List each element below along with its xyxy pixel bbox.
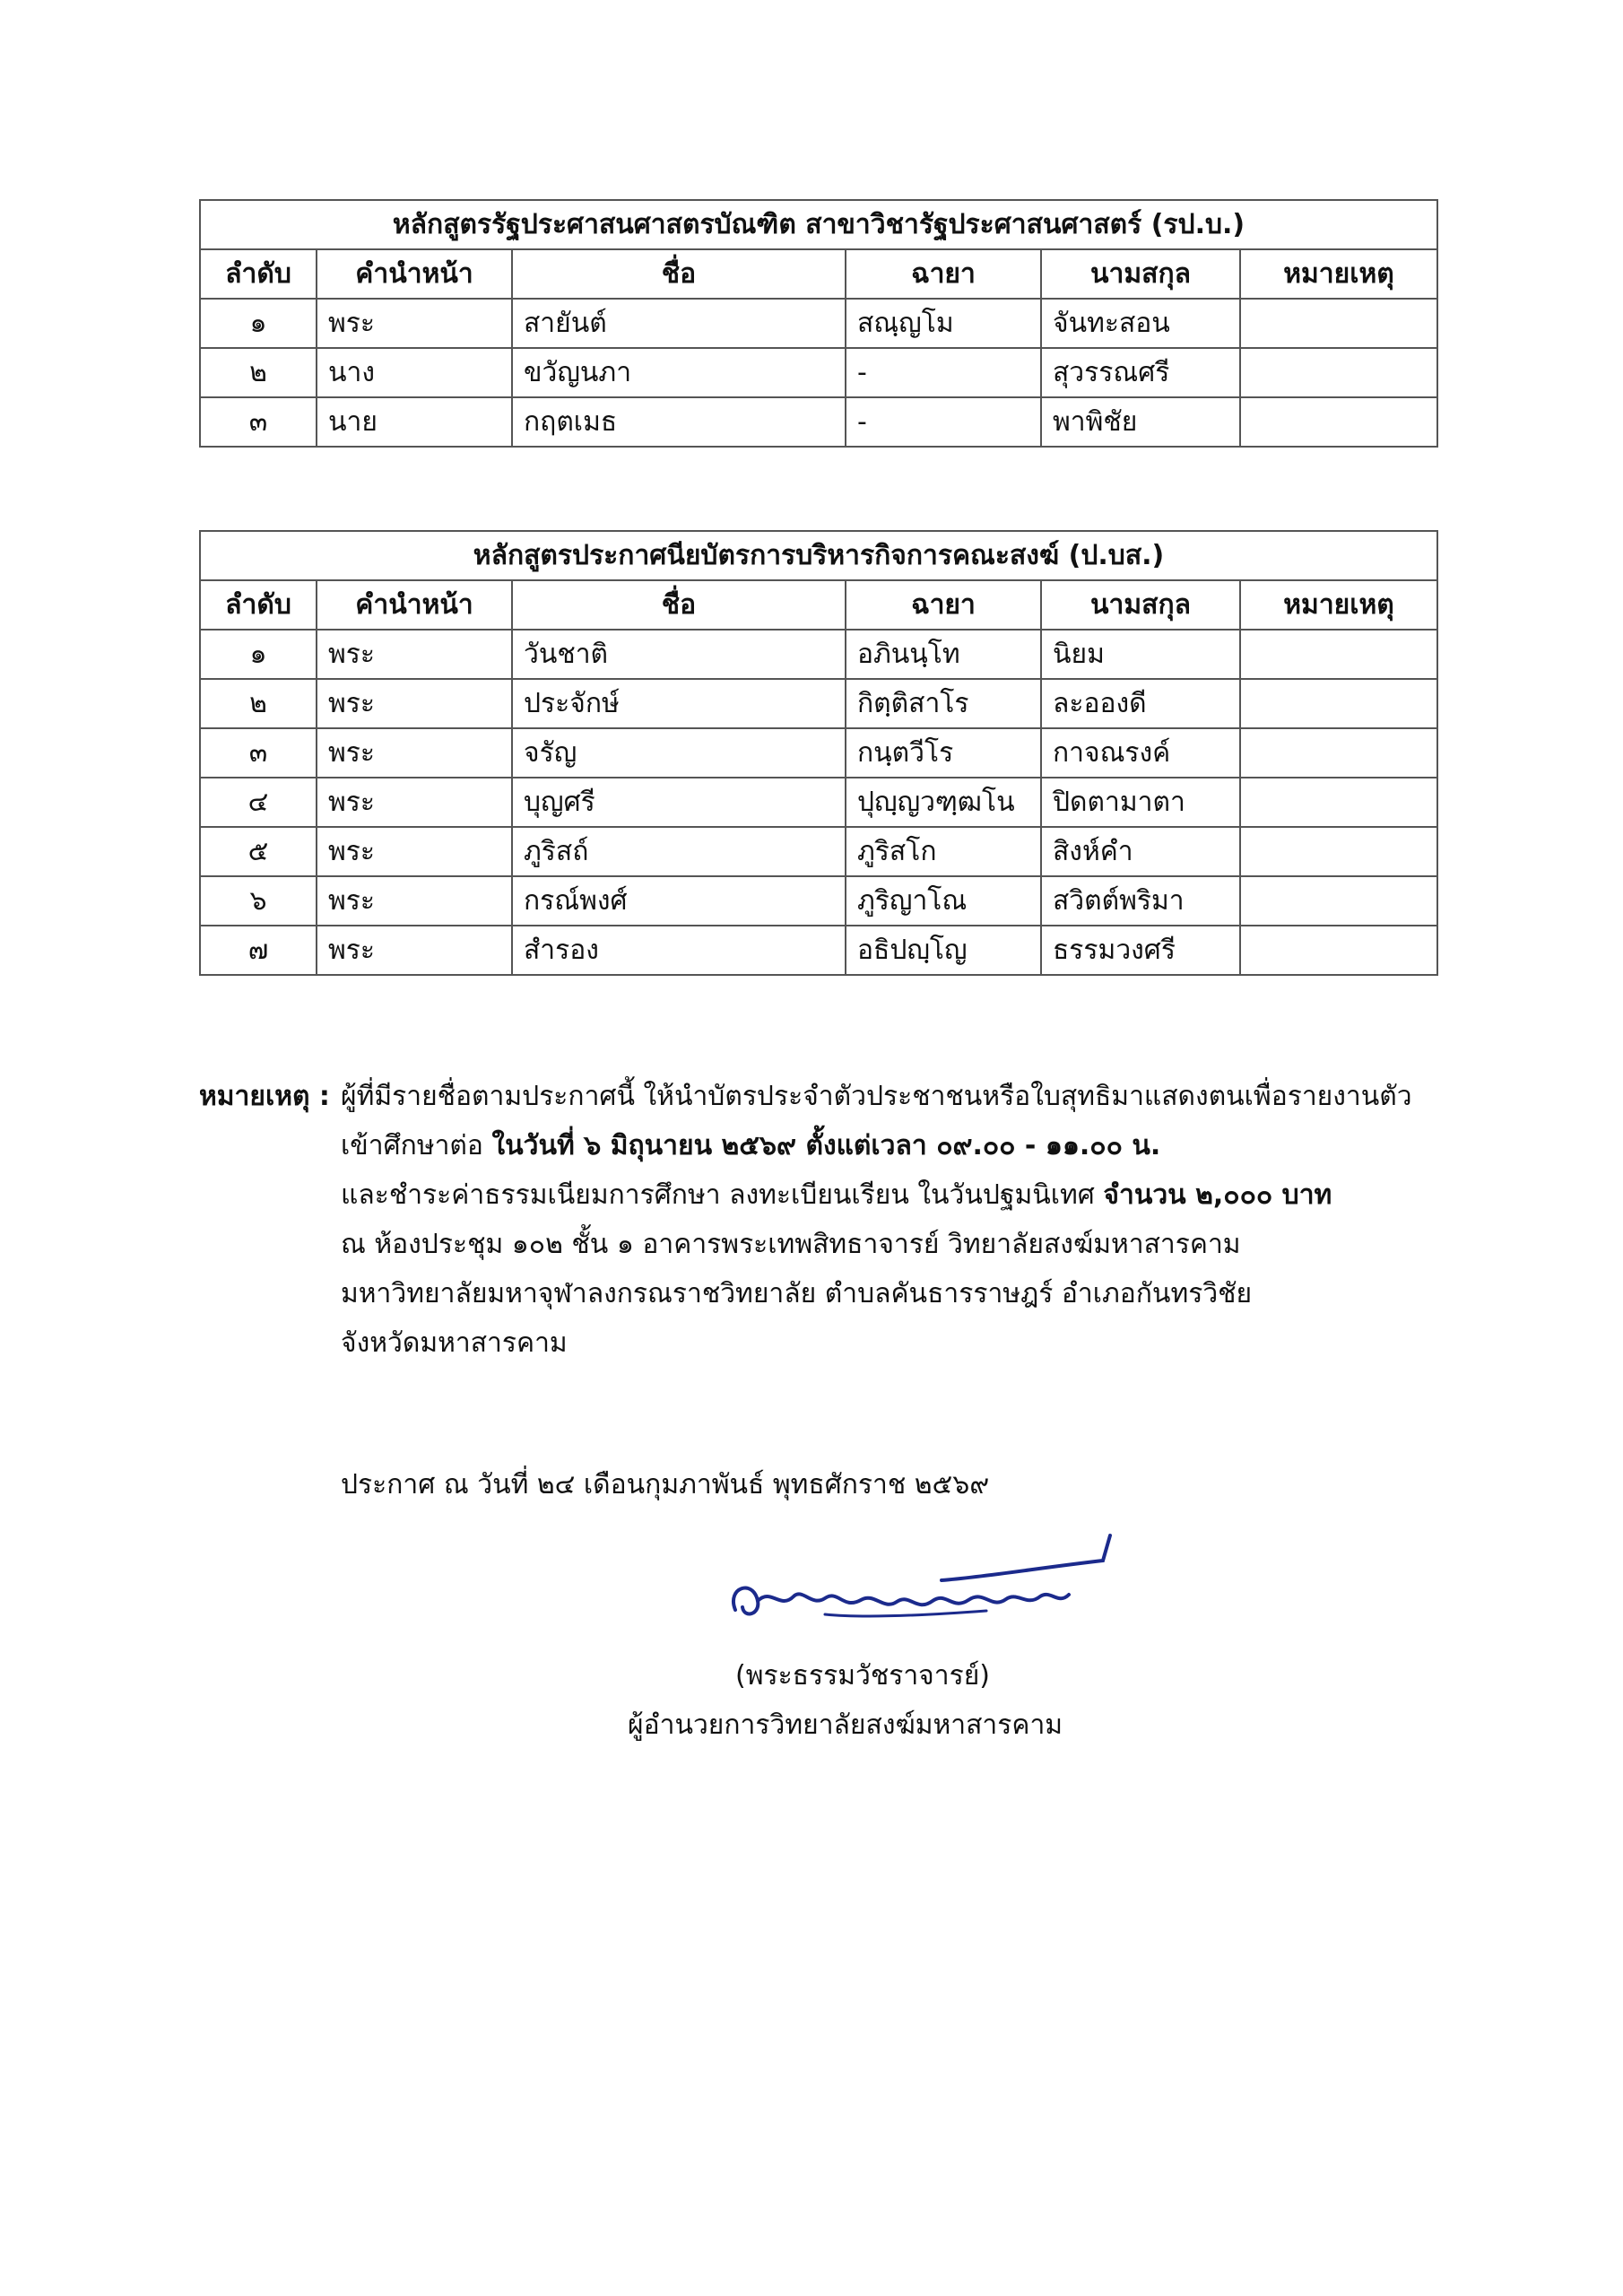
cell-remark <box>1240 778 1437 827</box>
cell-prefix: พระ <box>317 679 512 728</box>
cell-monastic-name: กิตฺติสาโร <box>846 679 1041 728</box>
table-body <box>200 299 1437 447</box>
note-label: หมายเหตุ : <box>199 1081 330 1112</box>
cell-monastic-name: - <box>846 348 1041 397</box>
cell-order: ๗ <box>200 926 317 975</box>
header-monastic-name: ฉายา <box>846 249 1041 299</box>
cell-first-name: สำรอง <box>512 926 846 975</box>
cell-remark <box>1240 397 1437 447</box>
cell-prefix: พระ <box>317 876 512 926</box>
header-first-name: ชื่อ <box>512 249 846 299</box>
cell-monastic-name: อภินนฺโท <box>846 630 1041 679</box>
cell-order: ๓ <box>200 728 317 778</box>
signatory-name: (พระธรรมวัชราจารย์) <box>735 1660 991 1692</box>
table-row <box>200 926 1437 975</box>
table-row <box>200 827 1437 876</box>
cell-first-name: กฤตเมธ <box>512 397 846 447</box>
cell-monastic-name: ภูริสโก <box>846 827 1041 876</box>
note-line-1: ผู้ที่มีรายชื่อตามประกาศนี้ ให้นำบัตรประจำตัวประชาชนหรือใบสุทธิมาแสดงตนเพื่อรายงานตัว <box>341 1081 1412 1112</box>
table-row <box>200 778 1437 827</box>
cell-prefix: พระ <box>317 778 512 827</box>
cell-prefix: พระ <box>317 728 512 778</box>
cell-remark <box>1240 926 1437 975</box>
note-line-3-text: และชำระค่าธรรมเนียมการศึกษา ลงทะเบียนเรียน ในวันปฐมนิเทศ <box>341 1179 1104 1211</box>
cell-monastic-name: ปุญฺญวฑฺฒโน <box>846 778 1041 827</box>
cell-surname: ละอองดี <box>1041 679 1240 728</box>
header-prefix: คำนำหน้า <box>317 249 512 299</box>
note-line-2-text: เข้าศึกษาต่อ <box>341 1130 492 1161</box>
table-row <box>200 876 1437 926</box>
cell-surname: ปิดตามาตา <box>1041 778 1240 827</box>
note-line-4: ณ ห้องประชุม ๑๐๒ ชั้น ๑ อาคารพระเทพสิทธาจารย์ วิทยาลัยสงฆ์มหาสารคาม <box>341 1229 1241 1260</box>
cell-order: ๓ <box>200 397 317 447</box>
cell-prefix: พระ <box>317 630 512 679</box>
header-order: ลำดับ <box>200 580 317 630</box>
cell-first-name: กรณ์พงศ์ <box>512 876 846 926</box>
table-body <box>200 630 1437 975</box>
signatory-title: ผู้อำนวยการวิทยาลัยสงฆ์มหาสารคาม <box>628 1709 1063 1741</box>
cell-monastic-name: - <box>846 397 1041 447</box>
cell-prefix: นาย <box>317 397 512 447</box>
cell-remark <box>1240 630 1437 679</box>
table-row <box>200 299 1437 348</box>
cell-surname: สุวรรณศรี <box>1041 348 1240 397</box>
note-line-3 <box>341 1170 1332 1220</box>
header-surname: นามสกุล <box>1041 580 1240 630</box>
cell-order: ๒ <box>200 679 317 728</box>
roster-table-bachelor <box>199 199 1438 448</box>
note-line-6: จังหวัดมหาสารคาม <box>341 1327 568 1359</box>
report-date: ในวันที่ ๖ มิถุนายน ๒๕๖๙ ตั้งแต่เวลา ๐๙.๐๐ - ๑๑.๐๐ น. <box>491 1130 1161 1161</box>
table-row <box>200 679 1437 728</box>
cell-first-name: สายันต์ <box>512 299 846 348</box>
header-first-name: ชื่อ <box>512 580 846 630</box>
cell-remark <box>1240 728 1437 778</box>
cell-first-name: ภูริสถ์ <box>512 827 846 876</box>
table-title: หลักสูตรรัฐประศาสนศาสตรบัณฑิต สาขาวิชารัฐประศาสนศาสตร์ (รป.บ.) <box>200 200 1437 249</box>
cell-remark <box>1240 827 1437 876</box>
table-header-row <box>200 249 1437 299</box>
header-monastic-name: ฉายา <box>846 580 1041 630</box>
cell-order: ๖ <box>200 876 317 926</box>
header-surname: นามสกุล <box>1041 249 1240 299</box>
table-header-row <box>200 580 1437 630</box>
cell-first-name: วันชาติ <box>512 630 846 679</box>
cell-remark <box>1240 679 1437 728</box>
cell-surname: นิยม <box>1041 630 1240 679</box>
header-remark: หมายเหตุ <box>1240 249 1437 299</box>
cell-first-name: ขวัญนภา <box>512 348 846 397</box>
table-row <box>200 728 1437 778</box>
cell-first-name: ประจักษ์ <box>512 679 846 728</box>
cell-remark <box>1240 348 1437 397</box>
cell-prefix: พระ <box>317 926 512 975</box>
cell-surname: พาพิชัย <box>1041 397 1240 447</box>
cell-surname: สิงห์คำ <box>1041 827 1240 876</box>
cell-prefix: พระ <box>317 299 512 348</box>
announcement-date: ประกาศ ณ วันที่ ๒๔ เดือนกุมภาพันธ์ พุทธศักราช ๒๕๖๙ <box>341 1469 990 1500</box>
table-row <box>200 348 1437 397</box>
cell-surname: สวิตต์พริมา <box>1041 876 1240 926</box>
cell-monastic-name: สณฺญโม <box>846 299 1041 348</box>
cell-prefix: พระ <box>317 827 512 876</box>
signature-image <box>717 1525 1130 1650</box>
note-line-5: มหาวิทยาลัยมหาจุฬาลงกรณราชวิทยาลัย ตำบลคันธารราษฎร์ อำเภอกันทรวิชัย <box>341 1278 1253 1309</box>
cell-order: ๑ <box>200 299 317 348</box>
cell-order: ๑ <box>200 630 317 679</box>
cell-monastic-name: อธิปญฺโญ <box>846 926 1041 975</box>
cell-order: ๕ <box>200 827 317 876</box>
cell-order: ๔ <box>200 778 317 827</box>
cell-first-name: บุญศรี <box>512 778 846 827</box>
table-row <box>200 630 1437 679</box>
cell-surname: จันทะสอน <box>1041 299 1240 348</box>
header-remark: หมายเหตุ <box>1240 580 1437 630</box>
cell-remark <box>1240 299 1437 348</box>
header-prefix: คำนำหน้า <box>317 580 512 630</box>
table-title: หลักสูตรประกาศนียบัตรการบริหารกิจการคณะสงฆ์ (ป.บส.) <box>200 531 1437 580</box>
note-line-2 <box>341 1121 1160 1170</box>
cell-surname: กาจณรงค์ <box>1041 728 1240 778</box>
cell-order: ๒ <box>200 348 317 397</box>
roster-table-certificate <box>199 530 1438 976</box>
cell-prefix: นาง <box>317 348 512 397</box>
table-row <box>200 397 1437 447</box>
cell-first-name: จรัญ <box>512 728 846 778</box>
cell-remark <box>1240 876 1437 926</box>
cell-surname: ธรรมวงศรี <box>1041 926 1240 975</box>
header-order: ลำดับ <box>200 249 317 299</box>
cell-monastic-name: ภูริญาโณ <box>846 876 1041 926</box>
cell-monastic-name: กนฺตวีโร <box>846 728 1041 778</box>
fee-amount: จำนวน ๒,๐๐๐ บาท <box>1103 1179 1332 1211</box>
